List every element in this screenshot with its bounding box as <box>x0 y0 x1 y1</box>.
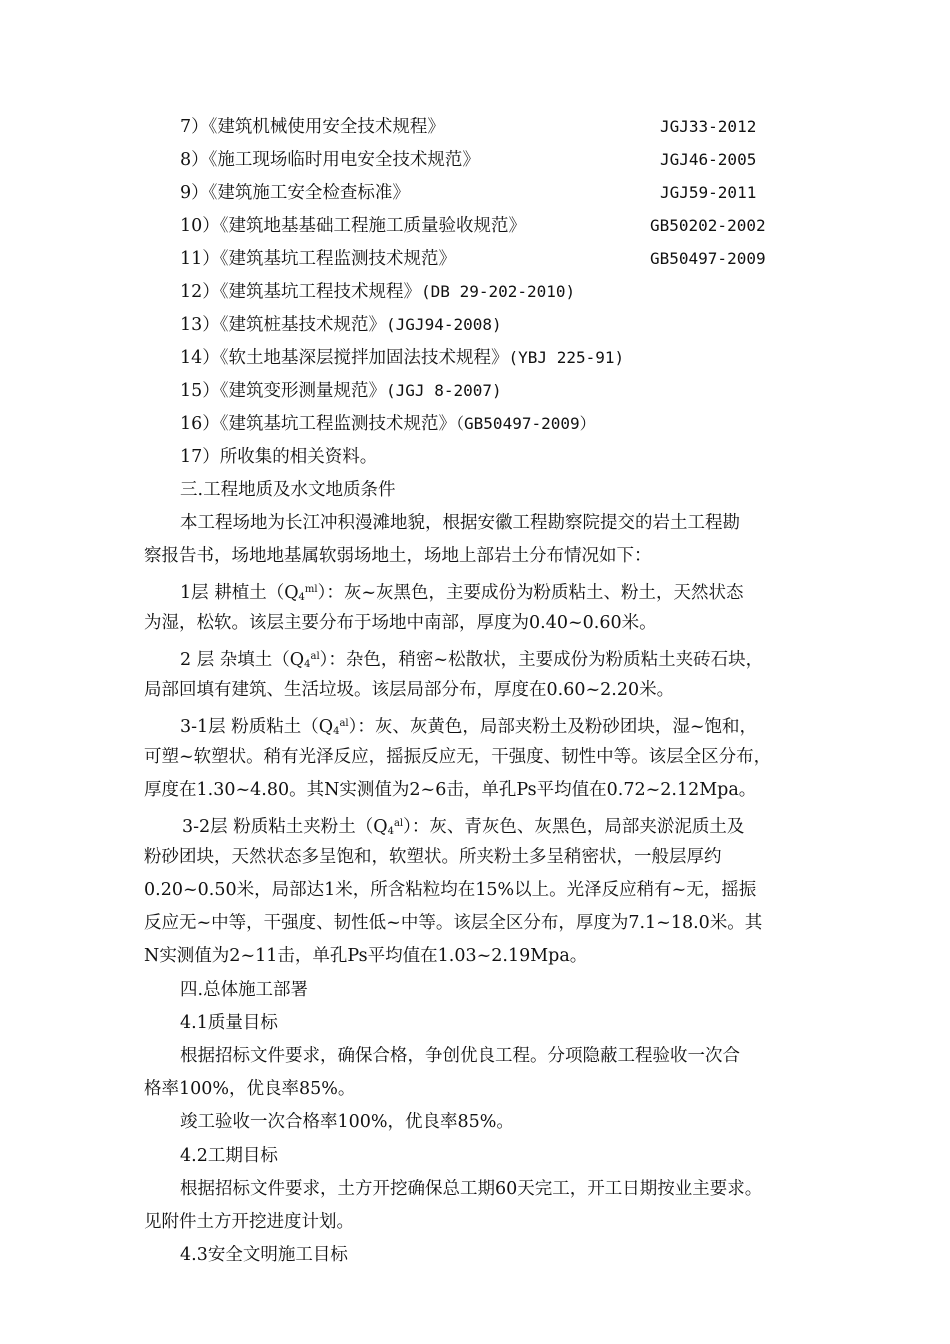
reference-item-14 <box>180 346 624 370</box>
layer-1-line <box>180 578 744 610</box>
reference-code: GB50497-2009 <box>650 249 766 268</box>
paragraph-line: 竣工验收一次合格率100%，优良率85%。 <box>180 1112 514 1132</box>
paragraph-line: 可塑~软塑状。稍有光泽反应，摇振反应无，干强度、韧性中等。该层全区分布， <box>144 747 772 767</box>
paragraph-line: 根据招标文件要求，土方开挖确保总工期60天完工，开工日期按业主要求。 <box>180 1179 763 1199</box>
reference-item-7 <box>180 115 445 139</box>
text-segment: ）：灰、青灰色、灰黑色，局部夹淤泥质土及 <box>403 817 745 837</box>
reference-number: 8） <box>180 150 209 170</box>
reference-item-8 <box>180 148 480 172</box>
reference-title: 《软土地基深层搅拌加固法技术规程》 <box>219 348 509 368</box>
reference-title: 《建筑基坑工程监测技术规范》 <box>219 249 457 269</box>
paragraph-line: 察报告书，场地地基属软弱场地土，场地上部岩土分布情况如下： <box>144 546 652 566</box>
subscript: 4 <box>387 826 394 837</box>
reference-code: （GB50497-2009） <box>456 414 596 433</box>
reference-item-10 <box>180 214 526 238</box>
reference-title: 《建筑机械使用安全技术规程》 <box>208 117 445 137</box>
reference-code: JGJ46-2005 <box>660 150 757 169</box>
reference-number: 9） <box>180 183 209 203</box>
reference-item-13 <box>180 313 502 337</box>
reference-number: 14） <box>180 348 220 368</box>
paragraph-line: 见附件土方开挖进度计划。 <box>144 1212 354 1232</box>
reference-number: 11） <box>180 249 220 269</box>
reference-title: 《建筑地基基础工程施工质量验收规范》 <box>219 216 527 236</box>
reference-code: (YBJ 225-91) <box>508 348 625 367</box>
paragraph-line: 格率100%，优良率85%。 <box>144 1079 356 1099</box>
section-heading: 三.工程地质及水文地质条件 <box>180 480 396 500</box>
reference-title: 所收集的相关资料。 <box>219 447 378 467</box>
paragraph-line: 根据招标文件要求，确保合格，争创优良工程。分项隐蔽工程验收一次合 <box>180 1046 740 1066</box>
subsection-heading: 4.1质量目标 <box>180 1013 278 1033</box>
text-segment: 2 层 杂填土（Q <box>180 650 305 670</box>
subscript: 4 <box>304 659 311 670</box>
paragraph-line: 本工程场地为长江冲积漫滩地貌，根据安徽工程勘察院提交的岩土工程勘 <box>180 513 740 533</box>
subscript: 4 <box>333 726 340 737</box>
layer-3-2-line <box>182 812 744 844</box>
reference-code: JGJ33-2012 <box>660 117 757 136</box>
superscript: al <box>393 818 404 829</box>
text-segment: ）：灰~灰黑色，主要成份为粉质粘土、粉土，天然状态 <box>317 583 744 603</box>
layer-3-1-line <box>180 712 757 744</box>
superscript: ml <box>304 584 318 595</box>
text-segment: ）：杂色，稍密~松散状，主要成份为粉质粘土夹砖石块， <box>319 650 764 670</box>
reference-number: 13） <box>180 315 220 335</box>
reference-title: 《建筑变形测量规范》 <box>219 381 387 401</box>
reference-number: 12） <box>180 282 220 302</box>
reference-number: 15） <box>180 381 220 401</box>
reference-title: 《建筑基坑工程监测技术规范》 <box>219 414 457 434</box>
reference-title: 《施工现场临时用电安全技术规范》 <box>208 150 480 170</box>
reference-item-12 <box>180 280 575 304</box>
subsection-heading: 4.2工期目标 <box>180 1146 278 1166</box>
reference-code: GB50202-2002 <box>650 216 766 235</box>
paragraph-line: 为湿，松软。该层主要分布于场地中南部，厚度为0.40~0.60米。 <box>144 613 657 633</box>
text-segment: 1层 耕植土（Q <box>180 583 299 603</box>
reference-item-16 <box>180 412 596 436</box>
reference-code: (JGJ 8-2007) <box>386 381 502 400</box>
text-segment: 3-2层 粉质粘土夹粉土（Q <box>182 817 388 837</box>
subsection-heading: 4.3安全文明施工目标 <box>180 1245 348 1265</box>
superscript: al <box>310 651 320 662</box>
paragraph-line: 局部回填有建筑、生活垃圾。该层局部分布，厚度在0.60~2.20米。 <box>144 680 675 700</box>
paragraph-line: N实测值为2~11击，单孔Ps平均值在1.03~2.19Mpa。 <box>144 946 588 966</box>
reference-item-15 <box>180 379 502 403</box>
reference-item-9 <box>180 181 410 205</box>
subscript: 4 <box>298 592 305 603</box>
reference-number: 7） <box>180 117 209 137</box>
reference-item-17 <box>180 445 377 469</box>
reference-title: 《建筑基坑工程技术规程》 <box>219 282 422 302</box>
paragraph-line: 0.20~0.50米，局部达1米，所含粘粒均在15%以上。光泽反应稍有~无，摇振 <box>144 880 757 900</box>
reference-code: JGJ59-2011 <box>660 183 757 202</box>
text-segment: ）：灰、灰黄色，局部夹粉土及粉砂团块，湿~饱和， <box>348 717 758 737</box>
paragraph-line: 反应无~中等，干强度、韧性低~中等。该层全区分布，厚度为7.1~18.0米。其 <box>144 913 763 933</box>
reference-item-11 <box>180 247 456 271</box>
reference-number: 10） <box>180 216 220 236</box>
layer-2-line <box>180 645 763 677</box>
paragraph-line: 粉砂团块，天然状态多呈饱和，软塑状。所夹粉土多呈稍密状，一般层厚约 <box>144 847 722 867</box>
section-heading: 四.总体施工部署 <box>180 980 309 1000</box>
reference-title: 《建筑施工安全检查标准》 <box>208 183 410 203</box>
reference-number: 16） <box>180 414 220 434</box>
superscript: al <box>339 718 349 729</box>
reference-title: 《建筑桩基技术规范》 <box>219 315 387 335</box>
reference-code: (JGJ94-2008) <box>386 315 502 334</box>
text-segment: 3-1层 粉质粘土（Q <box>180 717 334 737</box>
reference-number: 17） <box>180 447 220 467</box>
reference-code: (DB 29-202-2010) <box>421 282 576 301</box>
paragraph-line: 厚度在1.30~4.80。其N实测值为2~6击，单孔Ps平均值在0.72~2.12Mpa。 <box>144 780 757 800</box>
